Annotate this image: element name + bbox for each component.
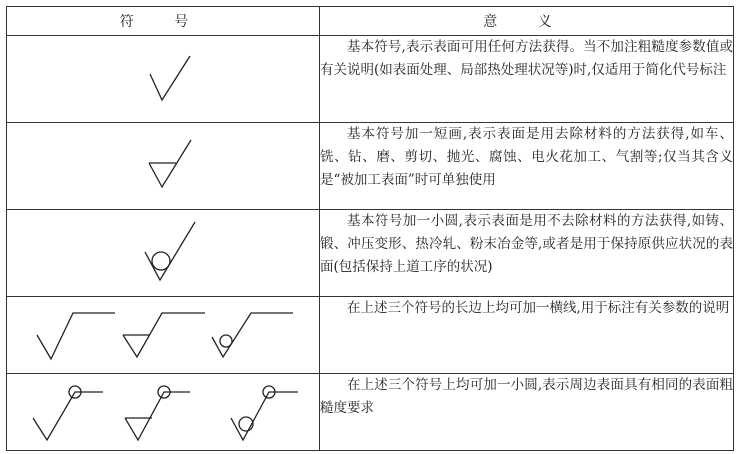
non-removal-symbol-with-line-icon bbox=[212, 313, 293, 357]
table-row bbox=[7, 36, 734, 123]
table-row bbox=[7, 123, 734, 210]
meaning-text: 在上述三个符号上均可加一小圆,表示周边表面具有相同的表面粗糙度要求 bbox=[320, 377, 733, 416]
meaning-cell bbox=[320, 374, 734, 451]
basic-symbol-with-line-icon bbox=[37, 313, 115, 359]
table-header-row bbox=[7, 7, 734, 36]
meaning-text: 基本符号加一短画,表示表面是用去除材料的方法获得,如车、铣、钻、磨、剪切、抛光、腐蚀、电火花加工、气割等;仅当其含义是“被加工表面”时可单独使用 bbox=[320, 126, 733, 188]
meaning-cell bbox=[320, 210, 734, 297]
meaning-cell bbox=[320, 36, 734, 123]
basic-all-around-symbol-icon bbox=[33, 386, 103, 440]
symbol-cell bbox=[7, 36, 320, 123]
table-row bbox=[7, 374, 734, 451]
symbol-cell bbox=[7, 210, 320, 297]
basic-surface-symbol-icon bbox=[7, 36, 320, 122]
symbol-cell bbox=[7, 123, 320, 210]
table-row bbox=[7, 297, 734, 374]
symbol-cell bbox=[7, 297, 320, 374]
surface-roughness-symbol-table bbox=[6, 6, 734, 451]
meaning-text: 在上述三个符号的长边上均可加一横线,用于标注有关参数的说明 bbox=[347, 300, 730, 316]
meaning-cell bbox=[320, 123, 734, 210]
symbols-with-line-group bbox=[7, 297, 320, 373]
removal-symbol-with-line-icon bbox=[123, 313, 205, 357]
table-row bbox=[7, 210, 734, 297]
meaning-text: 基本符号,表示表面可用任何方法获得。当不加注粗糙度参数值或有关说明(如表面处理、局部热处理状况等)时,仅适用于简化代号标注 bbox=[320, 39, 733, 78]
meaning-cell bbox=[320, 297, 734, 374]
meaning-column-header: 意 义 bbox=[320, 7, 734, 36]
no-material-removal-symbol-icon bbox=[7, 210, 320, 296]
non-removal-all-around-symbol-icon bbox=[231, 386, 298, 440]
all-around-symbols-group bbox=[7, 374, 320, 450]
meaning-text: 基本符号加一小圆,表示表面是用不去除材料的方法获得,如铸、锻、冲压变形、热冷轧、粉末冶金等,或者是用于保持原供应状况的表面(包括保持上道工序的状况) bbox=[320, 213, 733, 275]
symbol-cell bbox=[7, 374, 320, 451]
removal-all-around-symbol-icon bbox=[125, 386, 190, 440]
symbol-column-header: 符 号 bbox=[7, 7, 320, 36]
material-removal-symbol-icon bbox=[7, 123, 320, 209]
